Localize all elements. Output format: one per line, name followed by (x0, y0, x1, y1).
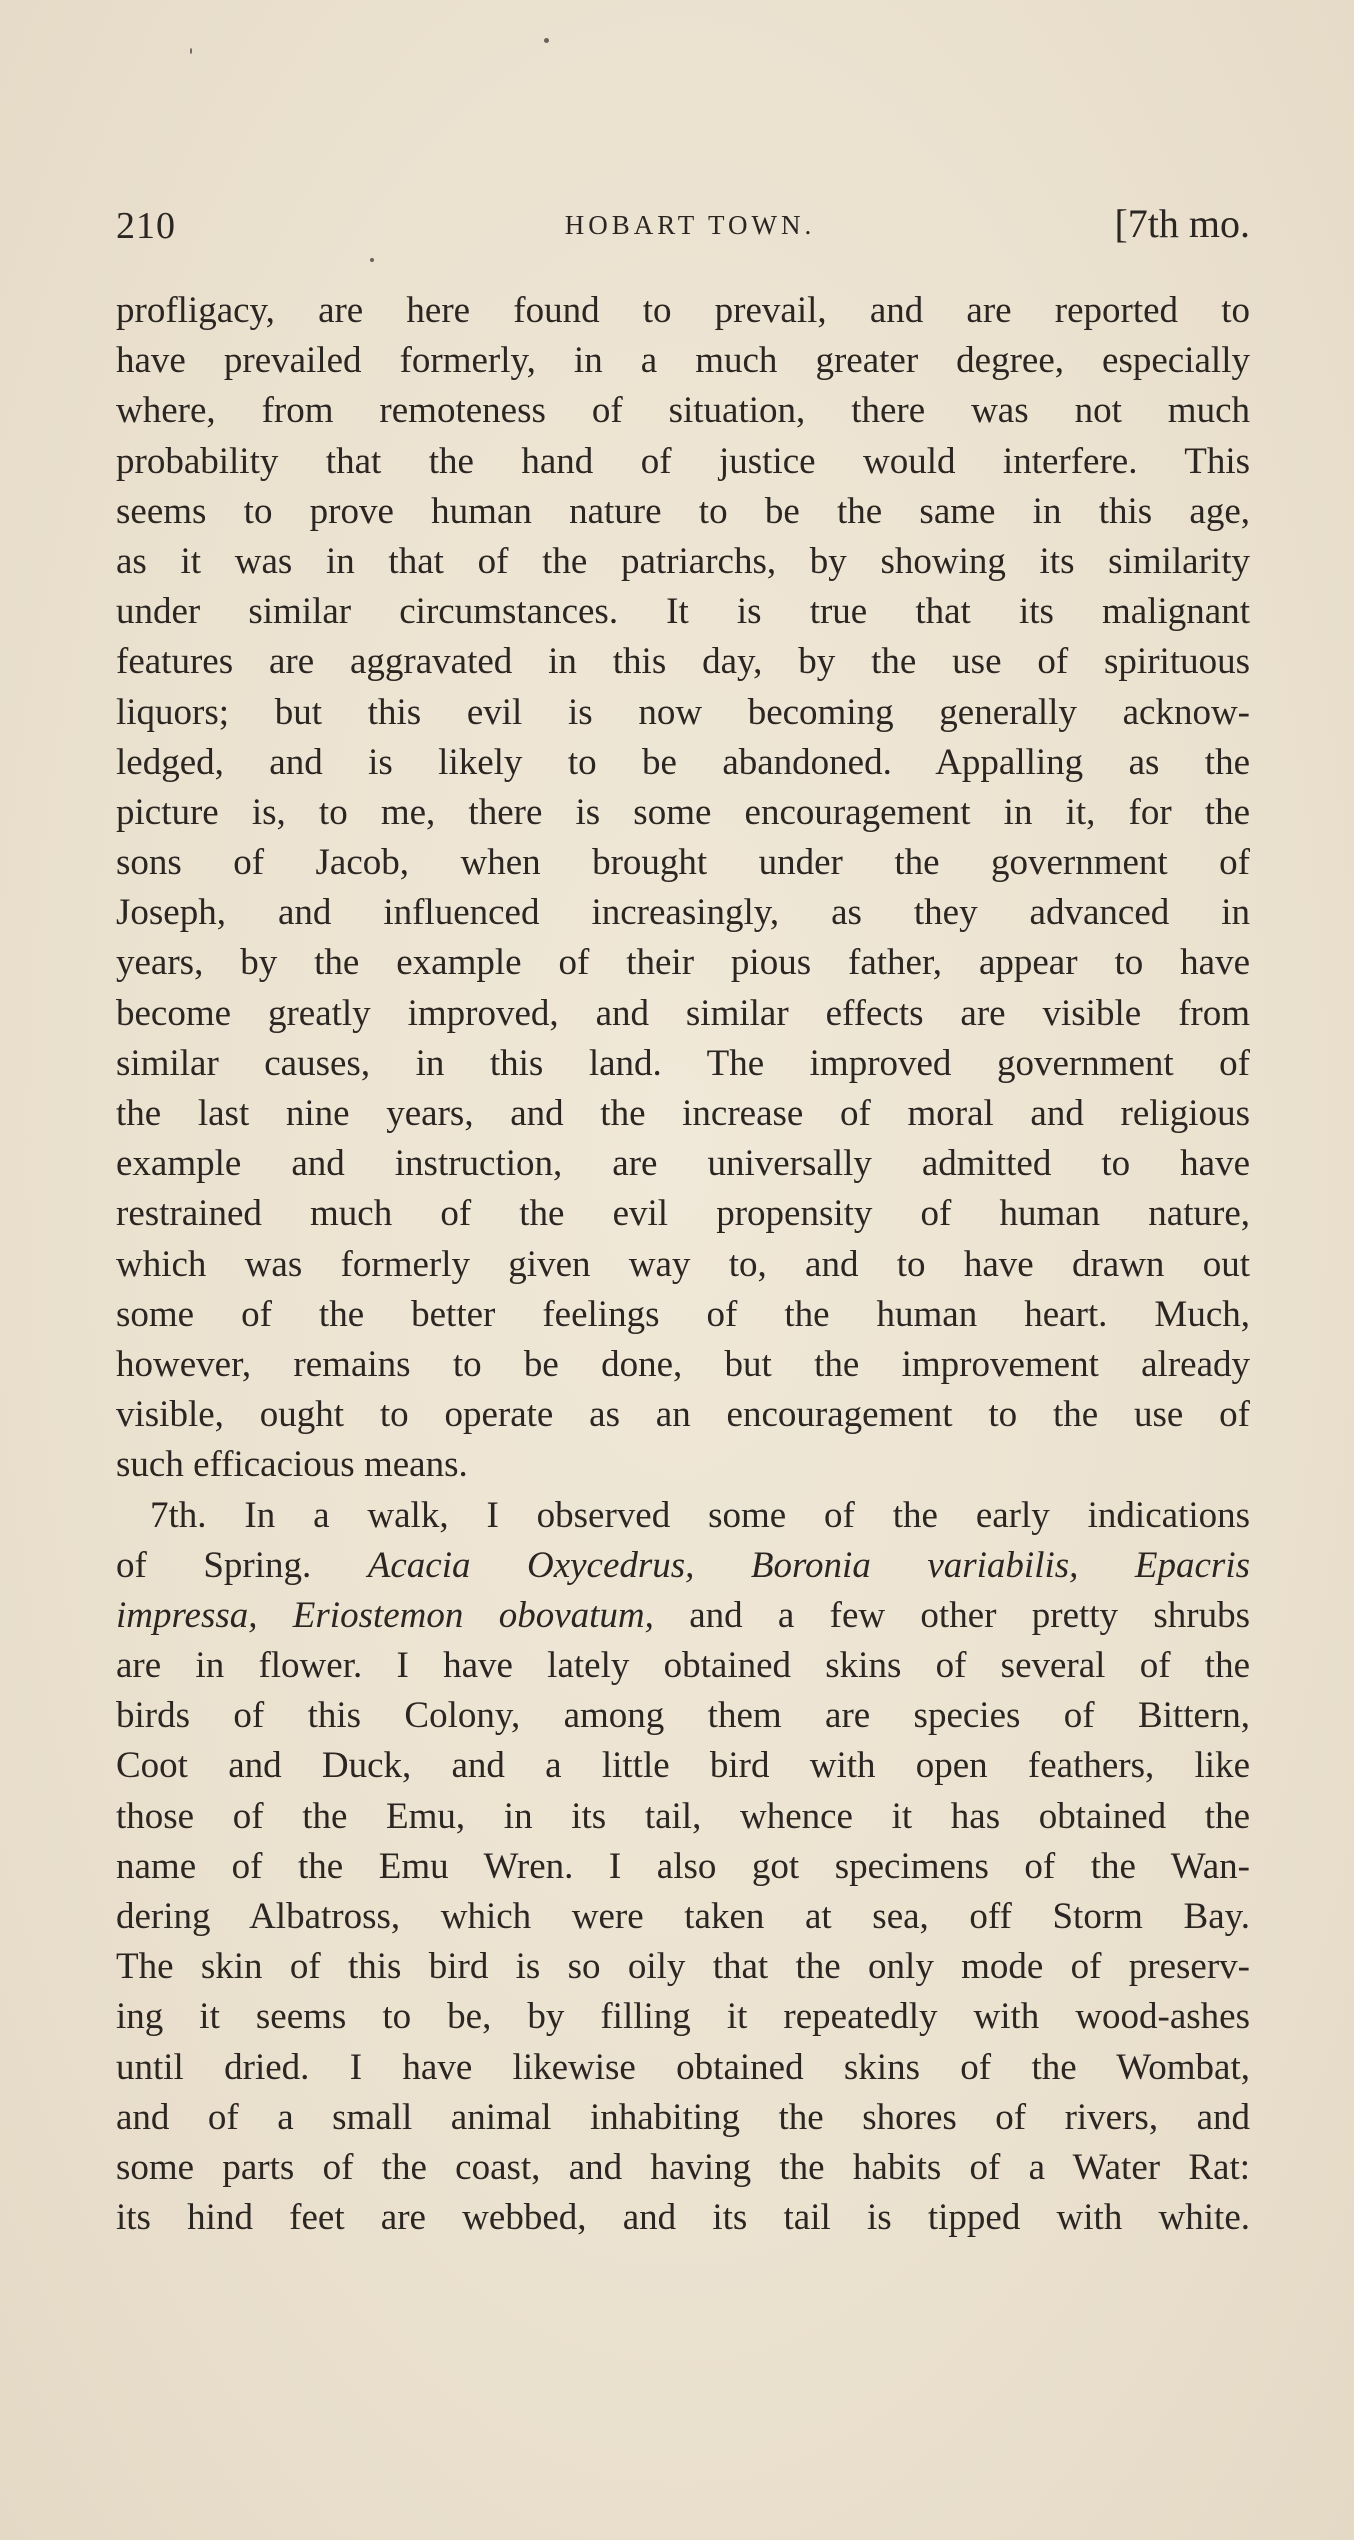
text-line (116, 1591, 1250, 1641)
text-segment: the last nine years, and the increase of moral and religious (116, 1093, 1250, 1134)
text-line (116, 1541, 1250, 1591)
text-line (116, 738, 1250, 788)
text-line (116, 1340, 1250, 1390)
text-segment: similar causes, in this land. The improved government of (116, 1042, 1250, 1084)
text-line (116, 1491, 1250, 1541)
text-segment: where, from remoteness of situation, there was not much (116, 390, 1250, 432)
text-line (116, 1892, 1250, 1942)
text-line (116, 1641, 1250, 1691)
text-line (116, 888, 1250, 938)
text-line (116, 1792, 1250, 1842)
text-line (116, 587, 1250, 637)
text-segment: example and instruction, are universally admitted to have (116, 1143, 1250, 1185)
text-segment: dering Albatross, which were taken at sea, off Storm Bay. (116, 1896, 1250, 1937)
text-segment: visible, ought to operate as an encouragement to the use of (116, 1394, 1250, 1436)
text-segment: liquors; but this evil is now becoming generally acknow- (116, 691, 1250, 733)
text-line (116, 1992, 1250, 2042)
page-header (116, 196, 1250, 266)
text-segment: ledged, and is likely to be abandoned. Appalling as the (116, 741, 1250, 783)
text-segment: those of the Emu, in its tail, whence it has obtained the (116, 1795, 1250, 1837)
text-segment: 7th. In a walk, I observed some of the early indications (150, 1494, 1250, 1536)
text-segment: years, by the example of their pious father, appear to have (116, 942, 1250, 984)
text-line (116, 2093, 1250, 2143)
text-segment: of Spring. (116, 1544, 368, 1586)
text-segment: under similar circumstances. It is true that its malignant (116, 591, 1250, 633)
text-segment: such efficacious means. (116, 1444, 468, 1486)
text-line (116, 1440, 1250, 1490)
text-segment: probability that the hand of justice would interfere. This (116, 440, 1250, 482)
text-segment: restrained much of the evil propensity of human nature, (116, 1193, 1250, 1235)
text-segment: seems to prove human nature to be the same in this age, (116, 490, 1250, 532)
italic-text-segment: impressa, Eriostemon obovatum, (116, 1594, 654, 1636)
text-line (116, 989, 1250, 1039)
text-line (116, 788, 1250, 838)
text-segment: birds of this Colony, among them are species of Bittern, (116, 1695, 1250, 1737)
section-marker: [7th mo. (1114, 201, 1250, 246)
text-segment: features are aggravated in this day, by the use of spirituous (116, 641, 1250, 683)
text-line (116, 1290, 1250, 1340)
text-segment: profligacy, are here found to prevail, and are reported to (116, 290, 1250, 331)
running-head: HOBART TOWN. (564, 210, 816, 240)
text-line (116, 1390, 1250, 1440)
text-line (116, 1741, 1250, 1791)
text-segment: some of the better feelings of the human heart. Much, (116, 1293, 1250, 1335)
text-segment: The skin of this bird is so oily that the only mode of preserv- (116, 1946, 1250, 1988)
text-segment: picture is, to me, there is some encouragement in it, for the (116, 791, 1250, 833)
text-line (116, 1039, 1250, 1089)
text-segment: ing it seems to be, by filling it repeatedly with wood-ashes (116, 1996, 1250, 2038)
text-segment: and a few other pretty shrubs (653, 1594, 1250, 1636)
text-segment: become greatly improved, and similar effects are visible from (116, 992, 1250, 1034)
text-segment: Joseph, and influenced increasingly, as they advanced in (116, 892, 1250, 934)
text-segment: as it was in that of the patriarchs, by showing its similarity (116, 540, 1250, 582)
text-line (116, 1842, 1250, 1892)
page-number: 210 (116, 205, 176, 247)
text-line (116, 1139, 1250, 1189)
text-segment: have prevailed formerly, in a much greater degree, especially (116, 340, 1250, 382)
text-line (116, 2193, 1250, 2243)
text-line (116, 2143, 1250, 2193)
text-segment: however, remains to be done, but the improvement already (116, 1343, 1250, 1385)
text-segment: sons of Jacob, when brought under the government of (116, 842, 1250, 884)
text-line (116, 336, 1250, 386)
paper-speck (544, 38, 549, 43)
text-segment: and of a small animal inhabiting the shores of rivers, and (116, 2096, 1250, 2138)
text-segment: name of the Emu Wren. I also got specimens of the Wan- (116, 1845, 1250, 1887)
text-line (116, 1691, 1250, 1741)
text-line (116, 1189, 1250, 1239)
text-line (116, 437, 1250, 487)
text-segment: which was formerly given way to, and to have drawn out (116, 1243, 1250, 1285)
text-line (116, 1942, 1250, 1992)
text-line (116, 1089, 1250, 1139)
text-line (116, 688, 1250, 738)
text-line (116, 537, 1250, 587)
body-text (116, 286, 1250, 2243)
text-segment: Coot and Duck, and a little bird with open feathers, like (116, 1745, 1250, 1787)
text-segment: are in flower. I have lately obtained skins of several of the (116, 1645, 1250, 1687)
paper-speck (190, 48, 192, 54)
text-segment: until dried. I have likewise obtained skins of the Wombat, (116, 2046, 1250, 2088)
text-line (116, 1240, 1250, 1290)
text-segment: its hind feet are webbed, and its tail is tipped with white. (116, 2197, 1250, 2239)
text-segment: some parts of the coast, and having the habits of a Water Rat: (116, 2146, 1250, 2188)
text-line (116, 938, 1250, 988)
text-line (116, 386, 1250, 436)
italic-text-segment: Acacia Oxycedrus, Boronia variabilis, Epacris (367, 1544, 1251, 1586)
text-line (116, 2043, 1250, 2093)
text-line (116, 286, 1250, 336)
text-line (116, 487, 1250, 537)
text-line (116, 637, 1250, 687)
text-line (116, 838, 1250, 888)
